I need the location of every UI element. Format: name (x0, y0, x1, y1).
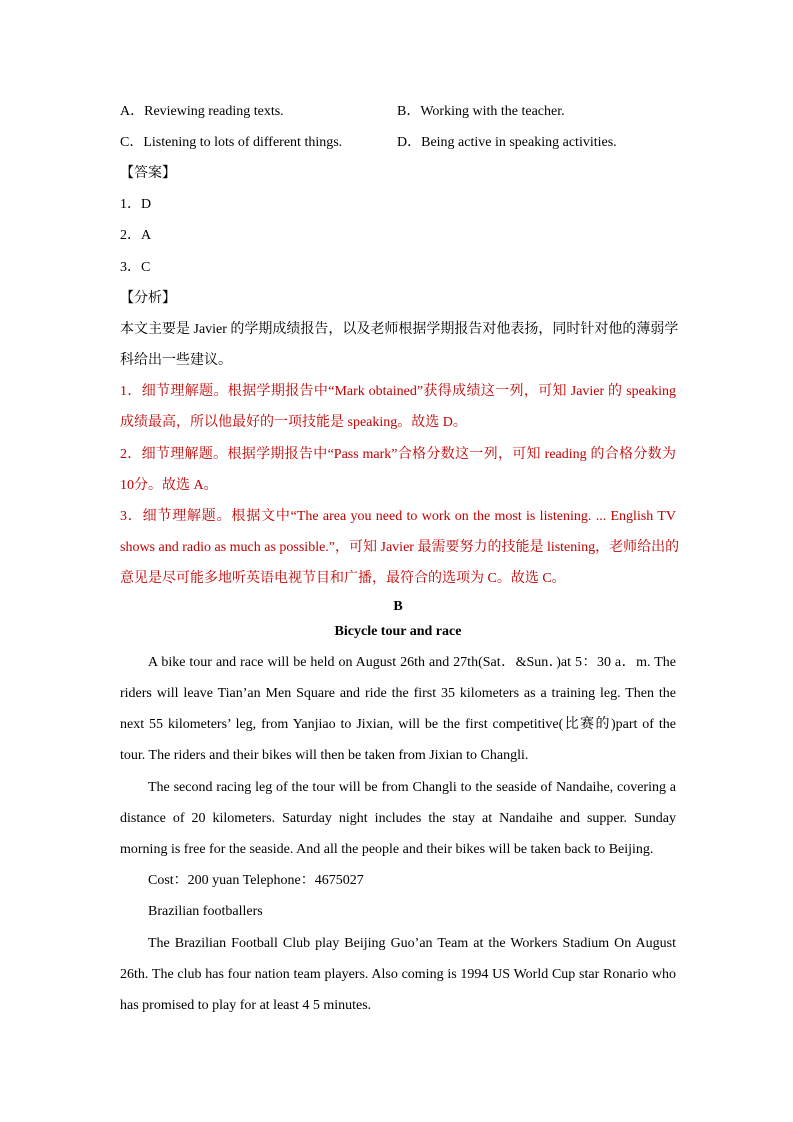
analysis-q2-line: 10分。故选 A。 (120, 478, 218, 493)
analysis-q3-line: shows and radio as much as possible.”，可知 Javier 最需要努力的技能是 listening，老师给出的 (120, 540, 680, 555)
option-d: D．Being active in speaking activities. (397, 135, 617, 150)
option-b: B．Working with the teacher. (397, 104, 565, 119)
analysis-heading: 【分析】 (120, 291, 176, 306)
section-title: Bicycle tour and race (334, 624, 462, 639)
answer-heading: 【答案】 (120, 166, 176, 181)
paragraph-1-line: tour. The riders and their bikes will then be taken from Jixian to Changli. (120, 748, 529, 763)
paragraph-3-line: 26th. The club has four nation team players. Also coming is 1994 US World Cup star Ronario who (120, 967, 676, 982)
subtitle: Brazilian footballers (148, 904, 263, 919)
paragraph-2-line: morning is free for the seaside. And all the people and their bikes will be taken back to Beijing. (120, 842, 654, 857)
analysis-q1-line: 成绩最高，所以他最好的一项技能是 speaking。故选 D。 (120, 415, 467, 430)
cost-line: Cost：200 yuan Telephone：4675027 (148, 873, 364, 888)
option-c: C．Listening to lots of different things. (120, 135, 343, 150)
paragraph-3-line: has promised to play for at least 4 5 minutes. (120, 998, 372, 1013)
option-a: A．Reviewing reading texts. (120, 104, 284, 119)
paragraph-1-line: riders will leave Tian’an Men Square and ride the first 35 kilometers as a training leg. Then the (120, 686, 676, 701)
analysis-q3-line: 3．细节理解题。根据文中“The area you need to work on the most is listening. ... English TV (120, 509, 676, 524)
answer-item: 1．D (120, 197, 152, 212)
answer-item: 2．A (120, 228, 152, 243)
analysis-q2-line: 2．细节理解题。根据学期报告中“Pass mark”合格分数这一列，可知 reading 的合格分数为 (120, 447, 676, 462)
paragraph-2-line: distance of 20 kilometers. Saturday night includes the stay at Nandaihe and supper. Sunday (120, 811, 676, 826)
paragraph-1-line: next 55 kilometers’ leg, from Yanjiao to Jixian, will be the first competitive(比赛的)part of the (120, 717, 676, 732)
answer-item: 3．C (120, 260, 151, 275)
section-letter: B (393, 599, 403, 614)
paragraph-2-line: The second racing leg of the tour will be from Changli to the seaside of Nandaihe, covering a (148, 780, 676, 795)
paragraph-1-line: A bike tour and race will be held on August 26th and 27th(Sat．&Sun．)at 5：30 a．m. The (148, 655, 676, 670)
analysis-intro-line: 科给出一些建议。 (120, 353, 232, 368)
analysis-q3-line: 意见是尽可能多地听英语电视节目和广播，最符合的选项为 C。故选 C。 (120, 571, 566, 586)
analysis-q1-line: 1．细节理解题。根据学期报告中“Mark obtained”获得成绩这一列，可知 Javier 的 speaking (120, 384, 676, 399)
analysis-intro-line: 本文主要是 Javier 的学期成绩报告，以及老师根据学期报告对他表扬，同时针对他的薄弱学 (120, 322, 679, 337)
paragraph-3-line: The Brazilian Football Club play Beijing Guo’an Team at the Workers Stadium On August (148, 936, 676, 951)
